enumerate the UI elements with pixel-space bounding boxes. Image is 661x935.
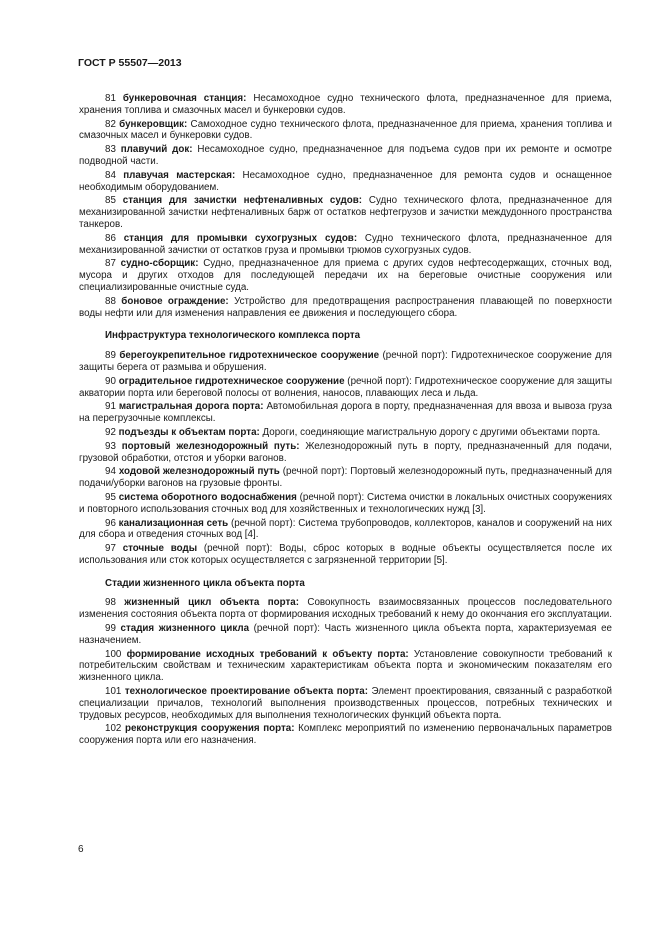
term-definition: Судно технического флота, предназначенное для механизированной зачистки нефтеналивных барж от остатков нефтегрузов и зачистки междудонного пространства танкеров. [79,195,612,230]
term-number: 82 [105,118,116,130]
term-definition: Гидротехническое сооружение для защиты берега от размыва и обрушения. [79,350,612,373]
term-definition: Дороги, соединяющие магистральную дорогу с другими объектами порта. [262,426,601,438]
term-definition: Портовый железнодорожный путь, предназначенный для подачи/уборки вагонов на грузовые фронты. [79,466,612,490]
term-entry [79,649,612,684]
term-entry [79,376,612,400]
term-number: 99 [105,623,116,635]
term-number: 85 [105,195,116,207]
term-number: 100 [105,648,122,660]
term-entry [79,427,612,439]
term-qualifier: (речной порт): [344,375,412,387]
term-definition: Система трубопроводов, коллекторов, каналов и сооружений на них для сбора и отведения сточных вод [4]. [79,517,613,541]
term-definition: Элемент проектирования, связанный с разработкой специализации причалов, технологий выполнения производственных процессов, потребных технических и трудовых ресурсов, необходимых для выполнения технологических функций объекта порта. [79,686,612,721]
term-number: 95 [105,491,116,503]
term-number: 96 [105,517,116,529]
term-name: плавучий док: [120,144,193,156]
term-number: 88 [105,295,116,307]
term-entry [79,543,612,567]
term-name: магистральная дорога порта: [118,401,264,413]
term-name: плавучая мастерская: [123,169,236,181]
term-definition: Гидротехническое сооружение для защиты акватории порта или береговой полосы от волнения, наносов, плавающих леса и льда. [79,375,612,399]
term-number: 102 [105,723,122,735]
term-number: 84 [105,169,116,181]
term-definition: Устройство для предотвращения распространения плавающей по поверхности воды нефти или для изменения направления ее движения и последующего сбора. [79,295,612,319]
term-definition: Совокупность взаимосвязанных процессов последовательного изменения состояния объекта порта от формирования исходных требований к нему до окончания его эксплуатации. [79,597,612,621]
term-name: сточные воды [122,543,198,555]
section-title-infrastructure: Инфраструктура технологического комплекса порта [105,330,361,342]
term-number: 90 [105,375,116,387]
term-number: 101 [105,686,122,698]
term-entry [79,170,612,194]
term-definition: Несамоходное судно, предназначенное для подъема судов при их ремонте и осмотре подводной части. [79,144,612,167]
term-qualifier: (речной порт): [228,517,296,529]
document-header: ГОСТ Р 55507—2013 [78,57,182,69]
term-definition: Воды, сброс которых в водные объекты осуществляется после их использования или сток которых осуществляется с загрязненной территории [5]. [79,543,612,566]
term-number: 89 [105,350,116,362]
term-name: станция для зачистки нефтеналивных судов: [122,195,363,207]
term-entry [79,119,612,143]
term-name: реконструкция сооружения порта: [124,723,295,735]
term-qualifier: (речной порт): [296,491,365,503]
term-name: боновое ограждение: [121,295,229,307]
terms-group-vessels [79,93,612,319]
term-name: портовый железнодорожный путь: [121,440,300,452]
term-number: 97 [105,543,116,555]
term-entry [79,723,612,747]
term-qualifier: (речной порт): [379,350,448,362]
term-number: 92 [105,426,116,438]
term-entry [79,144,612,168]
term-name: система оборотного водоснабжения [118,491,297,503]
term-definition: Несамоходное судно, предназначенное для ремонта судов и оснащенное необходимым оборудованием. [79,169,612,193]
term-number: 87 [105,258,116,270]
term-number: 81 [105,93,116,104]
term-entry [79,233,612,257]
term-definition: Установление совокупности требований к потребительским свойствам и техническим характеристикам объекта порта и экономическим показателям его жизненного цикла. [79,648,612,684]
term-definition: Часть жизненного цикла объекта порта, характеризуемая ее назначением. [79,623,612,646]
term-number: 86 [105,232,116,244]
term-name: берегоукрепительное гидротехническое сооружение [119,350,380,362]
term-name: ходовой железнодорожный путь [118,466,280,478]
term-definition: Железнодорожный путь в порту, предназначенный для подачи, грузовой обработки, отстоя и уборки вагонов. [79,440,612,464]
term-number: 83 [105,144,116,156]
term-definition: Судно технического флота, предназначенное для механизированной зачистки от остатков груза и промывки трюмов сухогрузных судов. [79,232,612,256]
term-number: 93 [105,440,116,452]
term-definition: Комплекс мероприятий по изменению первоначальных параметров сооружения порта или его назначения. [79,723,613,747]
term-definition: Система очистки в локальных очистных сооружениях и повторного использования сточных вод для хозяйственных и технологических нужд [3]. [79,491,612,515]
term-name: станция для промывки сухогрузных судов: [123,232,358,244]
term-entry [79,492,612,516]
term-qualifier: (речной порт): [279,466,348,478]
term-number: 91 [105,401,116,413]
term-name: бункеровочная станция: [122,93,247,104]
term-entry [79,195,612,230]
document-body [79,93,612,749]
term-number: 94 [105,466,116,478]
term-name: оградительное гидротехническое сооружение [118,375,345,387]
term-entry [79,258,612,293]
term-number: 98 [105,597,116,609]
term-definition: Несамоходное судно технического флота, предназначенное для приема, хранения топлива и смазочных масел и бункеровки судов. [79,93,612,116]
page-number: 6 [78,844,84,855]
term-entry [79,597,612,621]
term-entry [79,623,612,647]
terms-group-infrastructure [79,350,612,567]
term-name: формирование исходных требований к объекту порта: [126,648,409,660]
section-title-lifecycle: Стадии жизненного цикла объекта порта [105,577,305,589]
term-name: технологическое проектирование объекта порта: [124,686,368,698]
term-definition: Автомобильная дорога в порту, предназначенная для ввоза и вывоза груза на перегрузочные комплексы. [79,401,612,425]
term-definition: Самоходное судно технического флота, предназначенное для приема, хранения топлива и смазочных масел и бункеровки судов. [79,118,612,142]
term-name: канализационная сеть [118,517,229,529]
term-entry [79,296,612,320]
term-entry [79,350,612,374]
term-entry [79,441,612,465]
term-qualifier: (речной порт): [249,623,320,635]
term-entry [79,686,612,721]
term-name: подъезды к объектам порта: [118,426,260,438]
term-name: стадия жизненного цикла [120,623,250,635]
term-entry [79,93,612,117]
term-entry [79,466,612,490]
term-name: жизненный цикл объекта порта: [124,597,300,609]
terms-group-lifecycle [79,597,612,747]
term-name: судно-сборщик: [120,258,199,270]
term-entry [79,401,612,425]
term-qualifier: (речной порт): [197,543,273,555]
term-entry [79,518,612,542]
term-name: бункеровщик: [119,118,188,130]
term-definition: Судно, предназначенное для приема с других судов нефтесодержащих, сточных вод, мусора и других отходов для последующей передачи их на береговые очистные сооружения или специализированные очистные суда. [79,258,612,293]
